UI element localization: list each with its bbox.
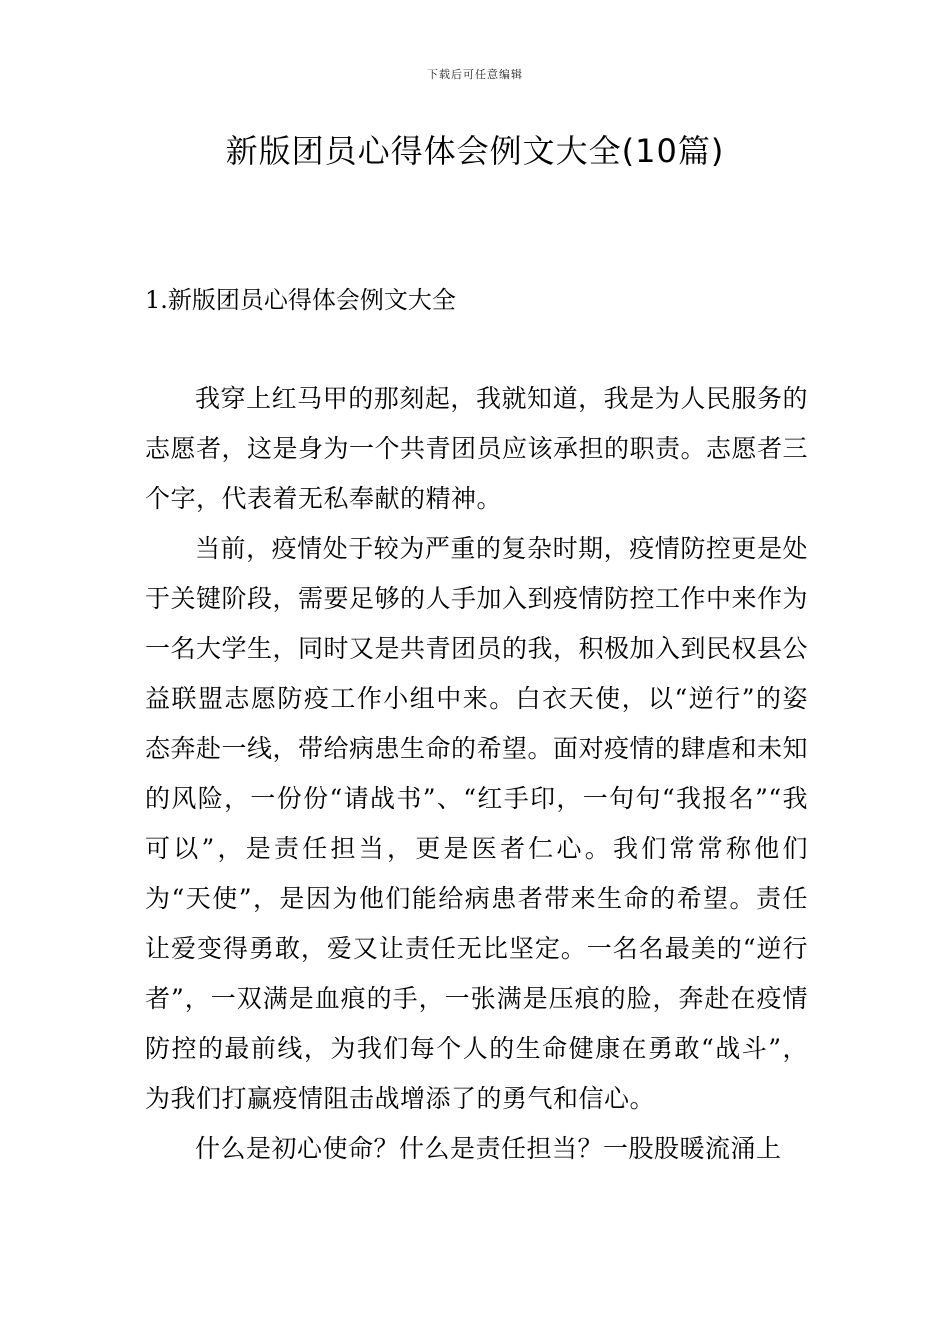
header-note: 下载后可任意编辑 <box>427 68 523 81</box>
section-heading: 1.新版团员心得体会例文大全 <box>145 286 456 314</box>
paragraph: 我穿上红马甲的那刻起，我就知道，我是为人民服务的志愿者，这是身为一个共青团员应该承担的职责。志愿者三个字，代表着无私奉献的精神。 <box>145 384 809 513</box>
document-title: 新版团员心得体会例文大全(10篇) <box>225 132 725 170</box>
paragraph: 什么是初心使命？什么是责任担当？一股股暖流涌上 <box>195 1134 782 1163</box>
body-text <box>145 374 808 1174</box>
paragraph: 当前，疫情处于较为严重的复杂时期，疫情防控更是处于关键阶段，需要足够的人手加入到疫情防控工作中来作为一名大学生，同时又是共青团员的我，积极加入到民权县公益联盟志愿防疫工作小组中来。白衣天使，以“逆行”的姿态奔赴一线，带给病患生命的希望。面对疫情的肆虐和未知的风险，一份份“请战书”、“红手印，一句句“我报名”“我可以”，是责任担当，更是医者仁心。我们常常称他们为“天使”，是因为他们能给病患者带来生命的希望。责任让爱变得勇敢，爱又让责任无比坚定。一名名最美的“逆行者”，一双满是血痕的手，一张满是压痕的脸，奔赴在疫情防控的最前线，为我们每个人的生命健康在勇敢“战斗”，为我们打赢疫情阻击战增添了的勇气和信心。 <box>145 534 809 1113</box>
